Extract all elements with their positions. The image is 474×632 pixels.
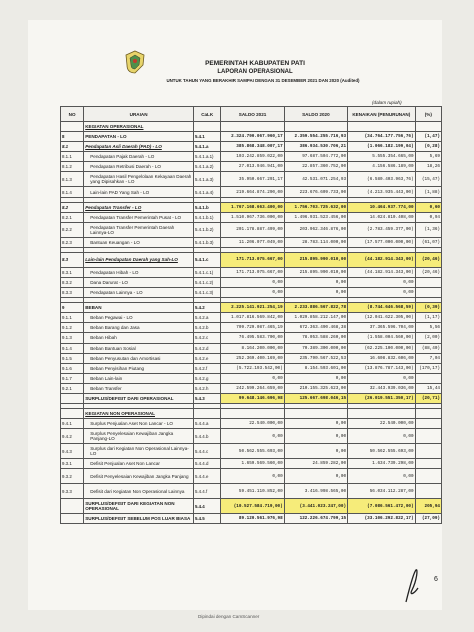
row-description: Pendapatan Transfer Pemerintah Pusat - LO xyxy=(84,212,194,222)
row-description: PENDAPATAN - LO xyxy=(84,132,194,142)
row-calk-ref: 5.4.1.c.2) xyxy=(193,277,220,287)
row-change: 0,00 xyxy=(348,277,416,287)
row-description: BEBAN xyxy=(84,303,194,313)
row-change: (34.764.177.756,76) xyxy=(348,132,416,142)
row-number: 9.2.1 xyxy=(61,383,84,393)
row-description: Defisit Penjualan Aset Non Lancar xyxy=(84,459,194,469)
row-change: (1.558.004.560,00) xyxy=(348,333,416,343)
row-change: (8.744.646.568,59) xyxy=(348,303,416,313)
row-percent: (2,00) xyxy=(415,333,441,343)
row-saldo-2020: 203.962.346.876,00 xyxy=(284,222,347,237)
row-change: (4.213.935.443,00) xyxy=(348,187,416,197)
row-percent: (27,09) xyxy=(415,514,441,524)
row-number: 8.1.2 xyxy=(61,162,84,172)
row-saldo-2020: 0,00 xyxy=(284,469,347,484)
row-calk-ref: 5.4.2.b xyxy=(193,323,220,333)
row-change: 1.634.739.298,00 xyxy=(348,459,416,469)
row-number xyxy=(61,393,84,403)
row-percent xyxy=(415,459,441,469)
row-calk-ref: 5.4.4.b xyxy=(193,429,220,444)
currency-unit-note: (dalam rupiah) xyxy=(372,100,402,105)
row-change: 0,00 xyxy=(348,288,416,298)
row-saldo-2020: 8.154.593.601,00 xyxy=(284,363,347,373)
row-saldo-2020: 1.029.858.212.147,00 xyxy=(284,313,347,323)
row-description: Defisit dari Kegiatan Non Operasional Lainnya xyxy=(84,484,194,499)
row-number: 8 xyxy=(61,132,84,142)
row-saldo-2021: 1.767.168.663.400,00 xyxy=(221,202,284,212)
row-percent: (170,17) xyxy=(415,363,441,373)
row-saldo-2020: 1.496.931.523.456,00 xyxy=(284,212,347,222)
row-description: Pendapatan Hasil Pengelolaan Kekayaan Daerah yang Dipisahkan - LO xyxy=(84,172,194,187)
row-calk-ref: 5.4.2 xyxy=(193,303,220,313)
row-number: 8.2.2 xyxy=(61,222,84,237)
table-row xyxy=(61,444,442,459)
row-percent: (1,47) xyxy=(415,132,441,142)
report-title: LAPORAN OPERASIONAL xyxy=(217,69,293,75)
row-number xyxy=(61,499,84,514)
row-percent: 5,56 xyxy=(415,323,441,333)
row-description: Beban Hibah xyxy=(84,333,194,343)
row-description: KEGIATAN NON OPERASIONAL xyxy=(84,409,194,419)
row-number: 8.3.1 xyxy=(61,267,84,277)
row-number: 9.3.3 xyxy=(61,484,84,499)
row-number: 9.1.4 xyxy=(61,343,84,353)
row-description: Pendapatan Asli Daerah (PAD) - LO xyxy=(84,142,194,152)
row-saldo-2021: 0,00 xyxy=(221,277,284,287)
row-calk-ref: 5.4.4.c xyxy=(193,444,220,459)
row-saldo-2020: 0,00 xyxy=(284,444,347,459)
table-row xyxy=(61,514,442,524)
row-number: 9.3.2 xyxy=(61,469,84,484)
row-saldo-2021: 50.562.555.693,00 xyxy=(221,444,284,459)
row-number: 9.4.2 xyxy=(61,429,84,444)
row-calk-ref: 5.4.1.b.3) xyxy=(193,237,220,247)
row-calk-ref: 5.4.2.c xyxy=(193,333,220,343)
row-calk-ref: 5.4.1.b xyxy=(193,202,220,212)
row-calk-ref: 5.4.2.d xyxy=(193,343,220,353)
row-description: Pendapatan Pajak Daerah - LO xyxy=(84,152,194,162)
row-calk-ref: 5.4.1.c.3) xyxy=(193,288,220,298)
row-percent: 205,94 xyxy=(415,499,441,514)
row-change: (2.783.459.377,00) xyxy=(348,222,416,237)
table-row xyxy=(61,353,442,363)
row-percent: (20,46) xyxy=(415,267,441,277)
row-change: (7.086.561.472,00) xyxy=(348,499,416,514)
table-row xyxy=(61,373,442,383)
row-calk-ref: 5.4.1.a.4) xyxy=(193,187,220,197)
row-percent: 18,26 xyxy=(415,162,441,172)
col-header-calk: CaLK xyxy=(193,107,220,122)
row-percent: (61,07) xyxy=(415,237,441,247)
row-percent: (20,71) xyxy=(415,393,441,403)
row-saldo-2021: 76.495.583.700,00 xyxy=(221,333,284,343)
row-saldo-2021: 103.242.859.022,00 xyxy=(221,152,284,162)
row-calk-ref: 5.4.4.f xyxy=(193,484,220,499)
row-calk-ref: 5.4.2.g xyxy=(193,373,220,383)
row-percent: 0,60 xyxy=(415,202,441,212)
row-number: 8.1.3 xyxy=(61,172,84,187)
row-change: 14.024.810.408,00 xyxy=(348,212,416,222)
row-saldo-2021: 201.178.887.499,00 xyxy=(221,222,284,237)
row-saldo-2021: 99.648.146.696,98 xyxy=(221,393,284,403)
row-saldo-2020: (3.441.023.247,00) xyxy=(284,499,347,514)
row-number: 8.2.3 xyxy=(61,237,84,247)
row-number: 8.3 xyxy=(61,252,84,267)
row-number: 9.1.6 xyxy=(61,363,84,373)
row-change: 32.443.939.036,00 xyxy=(348,383,416,393)
row-saldo-2020: 28.783.114.000,00 xyxy=(284,237,347,247)
row-saldo-2020: 70.389.300.000,00 xyxy=(284,343,347,353)
signature-mark xyxy=(400,566,426,606)
col-header-kenaikan: KENAIKAN (PENURUNAN) xyxy=(348,107,416,122)
col-header-uraian: URAIAN xyxy=(84,107,194,122)
row-number: 9.1.5 xyxy=(61,353,84,363)
row-saldo-2020: 125.667.698.046,15 xyxy=(284,393,347,403)
row-saldo-2020: 235.790.567.522,53 xyxy=(284,353,347,363)
table-row xyxy=(61,469,442,484)
row-saldo-2021: 22.540.000,00 xyxy=(221,419,284,429)
table-row xyxy=(61,252,442,267)
col-header-no: NO xyxy=(61,107,84,122)
row-saldo-2020: 2.359.554.255.716,93 xyxy=(284,132,347,142)
row-number: 9.1.3 xyxy=(61,333,84,343)
table-row xyxy=(61,429,442,444)
row-change: 37.365.596.704,00 xyxy=(348,323,416,333)
row-percent: 5,69 xyxy=(415,152,441,162)
row-calk-ref: 5.4.2.e xyxy=(193,353,220,363)
row-change: (44.182.914.343,00) xyxy=(348,267,416,277)
row-percent xyxy=(415,277,441,287)
row-saldo-2021: 1.659.569.560,00 xyxy=(221,459,284,469)
row-percent: (0,39) xyxy=(415,303,441,313)
row-description: Dana Darurat - LO xyxy=(84,277,194,287)
table-row xyxy=(61,142,442,152)
row-change: 50.562.555.693,00 xyxy=(348,444,416,459)
row-percent: (1,88) xyxy=(415,187,441,197)
row-calk-ref: 5.4.1 xyxy=(193,132,220,142)
row-saldo-2021: 219.664.874.290,00 xyxy=(221,187,284,197)
table-row xyxy=(61,237,442,247)
table-row xyxy=(61,122,442,132)
row-calk-ref: 5.4.3 xyxy=(193,393,220,403)
row-calk-ref: 5.4.4 xyxy=(193,499,220,514)
scanner-watermark: Dipindai dengan CamScanner xyxy=(198,614,260,619)
row-change: (62.225.100.000,00) xyxy=(348,343,416,353)
row-percent: (1,36) xyxy=(415,222,441,237)
row-number: 9.1.7 xyxy=(61,373,84,383)
row-number: 8.3.3 xyxy=(61,288,84,298)
row-number: 8.2.1 xyxy=(61,212,84,222)
row-saldo-2021: 2.324.790.067.960,17 xyxy=(221,132,284,142)
row-percent xyxy=(415,469,441,484)
row-change: 22.540.000,00 xyxy=(348,419,416,429)
row-description: Beban Penyusutan dan Amortisasi xyxy=(84,353,194,363)
table-row xyxy=(61,187,442,197)
row-number: 9 xyxy=(61,303,84,313)
row-number: 9.1.2 xyxy=(61,323,84,333)
row-description: Surplus dari Kegiatan Non Operasional Lainnya-LO xyxy=(84,444,194,459)
row-change: (33.106.292.822,17) xyxy=(348,514,416,524)
row-calk-ref: 5.4.2.h xyxy=(193,383,220,393)
row-number: 9.1.1 xyxy=(61,313,84,323)
table-row xyxy=(61,333,442,343)
row-saldo-2020: 386.934.530.706,21 xyxy=(284,142,347,152)
row-calk-ref xyxy=(193,409,220,419)
row-change: (13.876.787.143,00) xyxy=(348,363,416,373)
row-calk-ref xyxy=(193,122,220,132)
row-percent xyxy=(415,288,441,298)
row-number xyxy=(61,122,84,132)
table-row xyxy=(61,409,442,419)
row-calk-ref: 5.4.2.a xyxy=(193,313,220,323)
table-row xyxy=(61,363,442,373)
row-saldo-2020: 672.363.490.468,38 xyxy=(284,323,347,333)
row-percent xyxy=(415,429,441,444)
table-row xyxy=(61,323,442,333)
row-description: Beban Transfer xyxy=(84,383,194,393)
row-calk-ref: 5.4.4.a xyxy=(193,419,220,429)
row-change: (6.580.403.963,76) xyxy=(348,172,416,187)
table-body xyxy=(61,122,442,524)
row-saldo-2021: (10.527.584.719,00) xyxy=(221,499,284,514)
row-number: 9.3.1 xyxy=(61,459,84,469)
row-saldo-2021: (5.722.193.542,00) xyxy=(221,363,284,373)
row-saldo-2021: 171.713.075.667,00 xyxy=(221,252,284,267)
row-saldo-2020: 2.233.886.567.822,78 xyxy=(284,303,347,313)
row-change: 0,00 xyxy=(348,429,416,444)
table-row xyxy=(61,499,442,514)
row-saldo-2020 xyxy=(284,122,347,132)
row-description: Surplus Penyelesaian Kewajiban Jangka Panjang-LO xyxy=(84,429,194,444)
row-percent: 15,44 xyxy=(415,383,441,393)
row-change: 0,00 xyxy=(348,469,416,484)
row-calk-ref: 5.4.4.e xyxy=(193,469,220,484)
table-row xyxy=(61,393,442,403)
row-change: 4.156.586.189,00 xyxy=(348,162,416,172)
row-calk-ref: 5.4.5 xyxy=(193,514,220,524)
row-saldo-2020: 0,00 xyxy=(284,419,347,429)
table-row xyxy=(61,222,442,237)
table-row xyxy=(61,212,442,222)
table-row xyxy=(61,419,442,429)
row-change: (44.182.914.343,00) xyxy=(348,252,416,267)
row-description: SURPLUS/DEFISIT DARI KEGIATAN NON OPERASIONAL xyxy=(84,499,194,514)
row-saldo-2021: 11.206.077.049,00 xyxy=(221,237,284,247)
col-header-saldo-2020: SALDO 2020 xyxy=(284,107,347,122)
row-saldo-2021: 1.510.967.736.000,00 xyxy=(221,212,284,222)
table-row xyxy=(61,459,442,469)
row-change: (17.577.000.000,00) xyxy=(348,237,416,247)
row-percent: (20,46) xyxy=(415,252,441,267)
row-saldo-2020: 42.531.071.254,93 xyxy=(284,172,347,187)
table-row xyxy=(61,343,442,353)
row-change: (1.066.182.199,04) xyxy=(348,142,416,152)
table-header-row xyxy=(61,107,442,122)
row-description: SURPLUS/DEFISIT DARI OPERASIONAL xyxy=(84,393,194,403)
row-percent: (88,40) xyxy=(415,343,441,353)
report-period: UNTUK TAHUN YANG BERAKHIR SAMPAI DENGAN 31 DESEMBER 2021 DAN 2020 (Audited) xyxy=(166,78,360,83)
row-percent xyxy=(415,373,441,383)
row-saldo-2020: 215.895.990.010,00 xyxy=(284,267,347,277)
col-header-percent: (%) xyxy=(415,107,441,122)
row-description: Beban Lain-lain xyxy=(84,373,194,383)
col-header-saldo-2021: SALDO 2021 xyxy=(221,107,284,122)
table-row xyxy=(61,303,442,313)
report-government-title: PEMERINTAH KABUPATEN PATI xyxy=(205,60,305,67)
row-calk-ref: 5.4.1.c.1) xyxy=(193,267,220,277)
row-change xyxy=(348,122,416,132)
row-description: KEGIATAN OPERASIONAL xyxy=(84,122,194,132)
row-change xyxy=(348,409,416,419)
table-row xyxy=(61,162,442,172)
row-description: Bantuan Keuangan - LO xyxy=(84,237,194,247)
row-saldo-2021: 59.451.110.852,00 xyxy=(221,484,284,499)
row-description: Pendapatan Retribusi Daerah - LO xyxy=(84,162,194,172)
row-change: 10.464.937.774,00 xyxy=(348,202,416,212)
row-number: 8.1.4 xyxy=(61,187,84,197)
row-percent xyxy=(415,122,441,132)
row-saldo-2021: 27.013.946.941,00 xyxy=(221,162,284,172)
row-description: Pendapatan Hibah - LO xyxy=(84,267,194,277)
table-row xyxy=(61,484,442,499)
row-description: SURPLUS/DEFISIT SEBELUM POS LUAR BIASA xyxy=(84,514,194,524)
row-percent: (0,28) xyxy=(415,142,441,152)
row-calk-ref: 5.4.1.a.1) xyxy=(193,152,220,162)
row-saldo-2021 xyxy=(221,122,284,132)
row-saldo-2020: 97.687.504.772,00 xyxy=(284,152,347,162)
row-change: 16.608.832.606,00 xyxy=(348,353,416,363)
row-saldo-2021: 709.729.087.465,19 xyxy=(221,323,284,333)
row-saldo-2020: 215.895.990.010,00 xyxy=(284,252,347,267)
row-saldo-2021 xyxy=(221,409,284,419)
row-change: 0,00 xyxy=(348,373,416,383)
table-row xyxy=(61,288,442,298)
row-number xyxy=(61,409,84,419)
row-saldo-2020: 122.226.674.799,15 xyxy=(284,514,347,524)
row-description: Surplus Penjualan Aset Non Lancar - LO xyxy=(84,419,194,429)
row-description: Pendapatan Transfer Pemerintah Daerah Lainnya-LO xyxy=(84,222,194,237)
row-saldo-2021: 0,00 xyxy=(221,288,284,298)
row-saldo-2021: 2.225.141.921.254,19 xyxy=(221,303,284,313)
row-saldo-2021: 0,00 xyxy=(221,429,284,444)
row-number: 8.3.2 xyxy=(61,277,84,287)
row-percent: (1,17) xyxy=(415,313,441,323)
row-number: 9.4.3 xyxy=(61,444,84,459)
row-change: (12.041.622.305,00) xyxy=(348,313,416,323)
row-saldo-2021: 385.868.348.007,17 xyxy=(221,142,284,152)
table-row xyxy=(61,267,442,277)
row-saldo-2021: 252.369.400.169,00 xyxy=(221,353,284,363)
row-saldo-2020: 0,00 xyxy=(284,277,347,287)
row-saldo-2021: 1.017.816.569.842,00 xyxy=(221,313,284,323)
row-saldo-2020: 24.859.282,00 xyxy=(284,459,347,469)
table-row xyxy=(61,202,442,212)
row-calk-ref: 5.4.1.a xyxy=(193,142,220,152)
row-number: 8.1.1 xyxy=(61,152,84,162)
row-calk-ref: 5.4.1.a.3) xyxy=(193,172,220,187)
table-row xyxy=(61,152,442,162)
row-description: Beban Pegawai - LO xyxy=(84,313,194,323)
row-saldo-2021: 0,00 xyxy=(221,469,284,484)
page-number: 6 xyxy=(434,576,438,583)
row-description: Beban Penyisihan Piutang xyxy=(84,363,194,373)
row-description: Beban Barang dan Jasa xyxy=(84,323,194,333)
row-change: 5.555.354.665,00 xyxy=(348,152,416,162)
row-saldo-2021: 35.950.667.291,17 xyxy=(221,172,284,187)
row-number: 9.4.1 xyxy=(61,419,84,429)
row-saldo-2020: 0,00 xyxy=(284,373,347,383)
row-saldo-2021: 89.120.561.976,98 xyxy=(221,514,284,524)
row-change: 56.034.112.287,00 xyxy=(348,484,416,499)
row-description: Beban Bantuan Sosial xyxy=(84,343,194,353)
row-number xyxy=(61,514,84,524)
table-row xyxy=(61,172,442,187)
row-saldo-2021: 242.599.264.659,00 xyxy=(221,383,284,393)
row-percent: (15,47) xyxy=(415,172,441,187)
row-calk-ref: 5.4.1.c xyxy=(193,252,220,267)
row-calk-ref: 5.4.2.f xyxy=(193,363,220,373)
row-saldo-2020: 210.155.325.623,00 xyxy=(284,383,347,393)
row-saldo-2020: 78.053.588.260,00 xyxy=(284,333,347,343)
table-row xyxy=(61,277,442,287)
row-calk-ref: 5.4.1.a.2) xyxy=(193,162,220,172)
row-saldo-2021: 8.164.200.000,00 xyxy=(221,343,284,353)
row-saldo-2020: 0,00 xyxy=(284,429,347,444)
row-percent xyxy=(415,444,441,459)
row-description: Pendapatan Transfer - LO xyxy=(84,202,194,212)
row-percent: 0,94 xyxy=(415,212,441,222)
row-saldo-2020: 1.756.703.725.632,00 xyxy=(284,202,347,212)
table-row xyxy=(61,313,442,323)
row-calk-ref: 5.4.1.b.1) xyxy=(193,212,220,222)
row-saldo-2020: 3.416.998.565,00 xyxy=(284,484,347,499)
operational-report-table xyxy=(60,106,442,524)
row-saldo-2020: 22.857.360.752,00 xyxy=(284,162,347,172)
row-calk-ref: 5.4.1.b.2) xyxy=(193,222,220,237)
row-saldo-2021: 171.713.075.667,00 xyxy=(221,267,284,277)
row-percent xyxy=(415,419,441,429)
table-row xyxy=(61,132,442,142)
row-description: Pendapatan Lainnya - LO xyxy=(84,288,194,298)
row-saldo-2021: 0,00 xyxy=(221,373,284,383)
row-change: (26.019.551.350,17) xyxy=(348,393,416,403)
row-number: 8.1 xyxy=(61,142,84,152)
row-percent: 7,04 xyxy=(415,353,441,363)
row-percent xyxy=(415,409,441,419)
row-description: Lain-lain PAD Yang Sah - LO xyxy=(84,187,194,197)
table-row xyxy=(61,383,442,393)
row-calk-ref: 5.4.4.d xyxy=(193,459,220,469)
row-percent xyxy=(415,484,441,499)
row-saldo-2020 xyxy=(284,409,347,419)
row-description: Lain-lain Pendapatan Daerah yang Sah-LO xyxy=(84,252,194,267)
row-number: 8.2 xyxy=(61,202,84,212)
row-description: Defisit Penyelesaian Kewajiban Jangka Panjang xyxy=(84,469,194,484)
row-saldo-2020: 223.676.609.733,00 xyxy=(284,187,347,197)
row-saldo-2020: 0,00 xyxy=(284,288,347,298)
